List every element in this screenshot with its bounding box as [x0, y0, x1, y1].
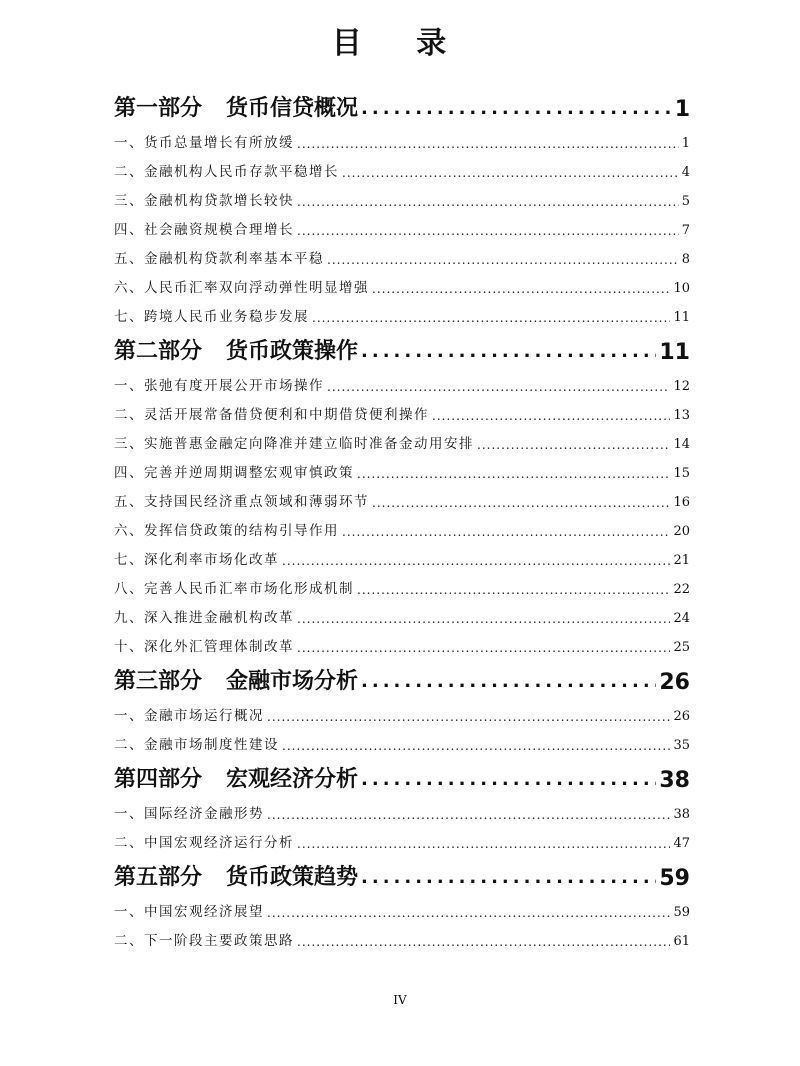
toc-part-title [114, 91, 358, 122]
dot-leader [297, 224, 679, 238]
toc-page-number: 12 [673, 379, 690, 394]
toc-part-number: 第一部分 [114, 96, 203, 121]
toc-section-entry[interactable] [114, 724, 690, 753]
toc-section-entry[interactable] [114, 539, 690, 568]
toc-section-entry[interactable] [114, 151, 690, 180]
toc-section-entry[interactable] [114, 822, 690, 851]
toc-page-number: 5 [681, 194, 690, 209]
dot-leader [357, 583, 670, 597]
toc-part-title [114, 762, 358, 793]
toc-page-number: 59 [659, 866, 690, 891]
toc-part-entry[interactable] [114, 325, 690, 365]
toc-part-title [114, 664, 358, 695]
toc-page-number: 61 [673, 934, 690, 949]
dot-leader [372, 496, 670, 510]
toc-section-title: 五、金融机构贷款利率基本平稳 [114, 251, 324, 267]
page-number: IV [393, 993, 407, 1007]
toc-section-entry[interactable] [114, 510, 690, 539]
toc-section-title: 五、支持国民经济重点领域和薄弱环节 [114, 494, 369, 510]
toc-page-number: 14 [673, 437, 690, 452]
toc-section-entry[interactable] [114, 695, 690, 724]
toc-section-title: 三、实施普惠金融定向降准并建立临时准备金动用安排 [114, 436, 474, 452]
dot-leader [342, 525, 670, 539]
toc-part-name: 宏观经济分析 [226, 767, 359, 792]
toc-section-entry[interactable] [114, 626, 690, 655]
page-title: 目 录 [331, 26, 469, 61]
toc-page-number: 35 [673, 738, 690, 753]
toc-page-number: 13 [673, 408, 690, 423]
toc-part-number: 第二部分 [114, 339, 203, 364]
toc-section-title: 四、完善并逆周期调整宏观审慎政策 [114, 465, 354, 481]
toc-part-title [114, 334, 358, 365]
toc-section-title: 七、深化利率市场化改革 [114, 552, 279, 568]
dot-leader [327, 380, 670, 394]
toc-section-title: 二、下一阶段主要政策思路 [114, 933, 294, 949]
toc-section-title: 七、跨境人民币业务稳步发展 [114, 309, 309, 325]
toc-part-number: 第三部分 [114, 669, 203, 694]
toc-page-number: 11 [659, 340, 690, 365]
toc-page-number: 8 [681, 252, 690, 267]
toc-page-number: 26 [659, 670, 690, 695]
toc-section-title: 十、深化外汇管理体制改革 [114, 639, 294, 655]
toc-page-number: 47 [673, 836, 690, 851]
toc-section-title: 一、国际经济金融形势 [114, 806, 264, 822]
toc-section-title: 六、发挥信贷政策的结构引导作用 [114, 523, 339, 539]
dot-leader [297, 935, 670, 949]
dot-leader [282, 739, 670, 753]
toc-part-name: 金融市场分析 [226, 669, 359, 694]
toc-part-number: 第五部分 [114, 865, 203, 890]
toc-page-number: 38 [659, 768, 690, 793]
toc-section-entry[interactable] [114, 180, 690, 209]
toc-section-entry[interactable] [114, 238, 690, 267]
dot-leader [267, 808, 670, 822]
toc-part-number: 第四部分 [114, 767, 203, 792]
toc-section-entry[interactable] [114, 568, 690, 597]
toc-part-name: 货币政策操作 [226, 339, 359, 364]
toc-part-name: 货币政策趋势 [226, 865, 359, 890]
toc-section-title: 六、人民币汇率双向浮动弹性明显增强 [114, 280, 369, 296]
toc-page-number: 25 [673, 640, 690, 655]
dot-leader [361, 865, 656, 891]
toc-section-entry[interactable] [114, 365, 690, 394]
toc-section-entry[interactable] [114, 209, 690, 238]
toc-section-entry[interactable] [114, 122, 690, 151]
toc-section-title: 三、金融机构贷款增长较快 [114, 193, 294, 209]
toc-section-title: 二、金融市场制度性建设 [114, 737, 279, 753]
dot-leader [432, 409, 670, 423]
toc-section-title: 二、金融机构人民币存款平稳增长 [114, 164, 339, 180]
toc-page-number: 1 [674, 97, 690, 122]
toc-page-number: 4 [681, 165, 690, 180]
toc-part-entry[interactable] [114, 655, 690, 695]
dot-leader [297, 837, 670, 851]
toc-section-entry[interactable] [114, 452, 690, 481]
toc-section-entry[interactable] [114, 891, 690, 920]
toc-page-number: 10 [673, 281, 690, 296]
toc-section-entry[interactable] [114, 481, 690, 510]
toc-section-title: 一、金融市场运行概况 [114, 708, 264, 724]
toc-section-title: 一、货币总量增长有所放缓 [114, 135, 294, 151]
dot-leader [361, 767, 656, 793]
dot-leader [361, 669, 656, 695]
dot-leader [342, 166, 679, 180]
toc-section-title: 九、深入推进金融机构改革 [114, 610, 294, 626]
toc-page-number: 38 [673, 807, 690, 822]
toc-section-entry[interactable] [114, 793, 690, 822]
table-of-contents [114, 82, 690, 949]
dot-leader [297, 137, 679, 151]
toc-page-number: 20 [673, 524, 690, 539]
dot-leader [267, 906, 670, 920]
toc-section-title: 一、中国宏观经济展望 [114, 904, 264, 920]
toc-section-entry[interactable] [114, 394, 690, 423]
toc-part-entry[interactable] [114, 82, 690, 122]
toc-section-entry[interactable] [114, 920, 690, 949]
dot-leader [297, 612, 670, 626]
toc-section-entry[interactable] [114, 296, 690, 325]
dot-leader [267, 710, 670, 724]
toc-page-number: 22 [673, 582, 690, 597]
dot-leader [297, 195, 679, 209]
toc-part-entry[interactable] [114, 753, 690, 793]
dot-leader [357, 467, 670, 481]
toc-part-entry[interactable] [114, 851, 690, 891]
toc-section-entry[interactable] [114, 597, 690, 626]
toc-page-number: 11 [673, 310, 690, 325]
toc-page-number: 24 [673, 611, 690, 626]
toc-section-title: 八、完善人民币汇率市场化形成机制 [114, 581, 354, 597]
toc-section-title: 一、张弛有度开展公开市场操作 [114, 378, 324, 394]
dot-leader [327, 253, 679, 267]
dot-leader [297, 641, 670, 655]
dot-leader [361, 339, 656, 365]
toc-page-number: 21 [673, 553, 690, 568]
dot-leader [372, 282, 670, 296]
toc-part-title [114, 860, 358, 891]
toc-part-name: 货币信贷概况 [226, 96, 359, 121]
dot-leader [361, 96, 672, 122]
toc-section-title: 四、社会融资规模合理增长 [114, 222, 294, 238]
toc-page-number: 16 [673, 495, 690, 510]
toc-page-number: 26 [673, 709, 690, 724]
toc-section-entry[interactable] [114, 267, 690, 296]
toc-section-entry[interactable] [114, 423, 690, 452]
toc-section-title: 二、中国宏观经济运行分析 [114, 835, 294, 851]
dot-leader [282, 554, 670, 568]
toc-page-number: 7 [681, 223, 690, 238]
toc-page-number: 1 [681, 136, 690, 151]
toc-page-number: 59 [673, 905, 690, 920]
toc-section-title: 二、灵活开展常备借贷便利和中期借贷便利操作 [114, 407, 429, 423]
dot-leader [477, 438, 670, 452]
dot-leader [312, 311, 670, 325]
toc-page-number: 15 [673, 466, 690, 481]
